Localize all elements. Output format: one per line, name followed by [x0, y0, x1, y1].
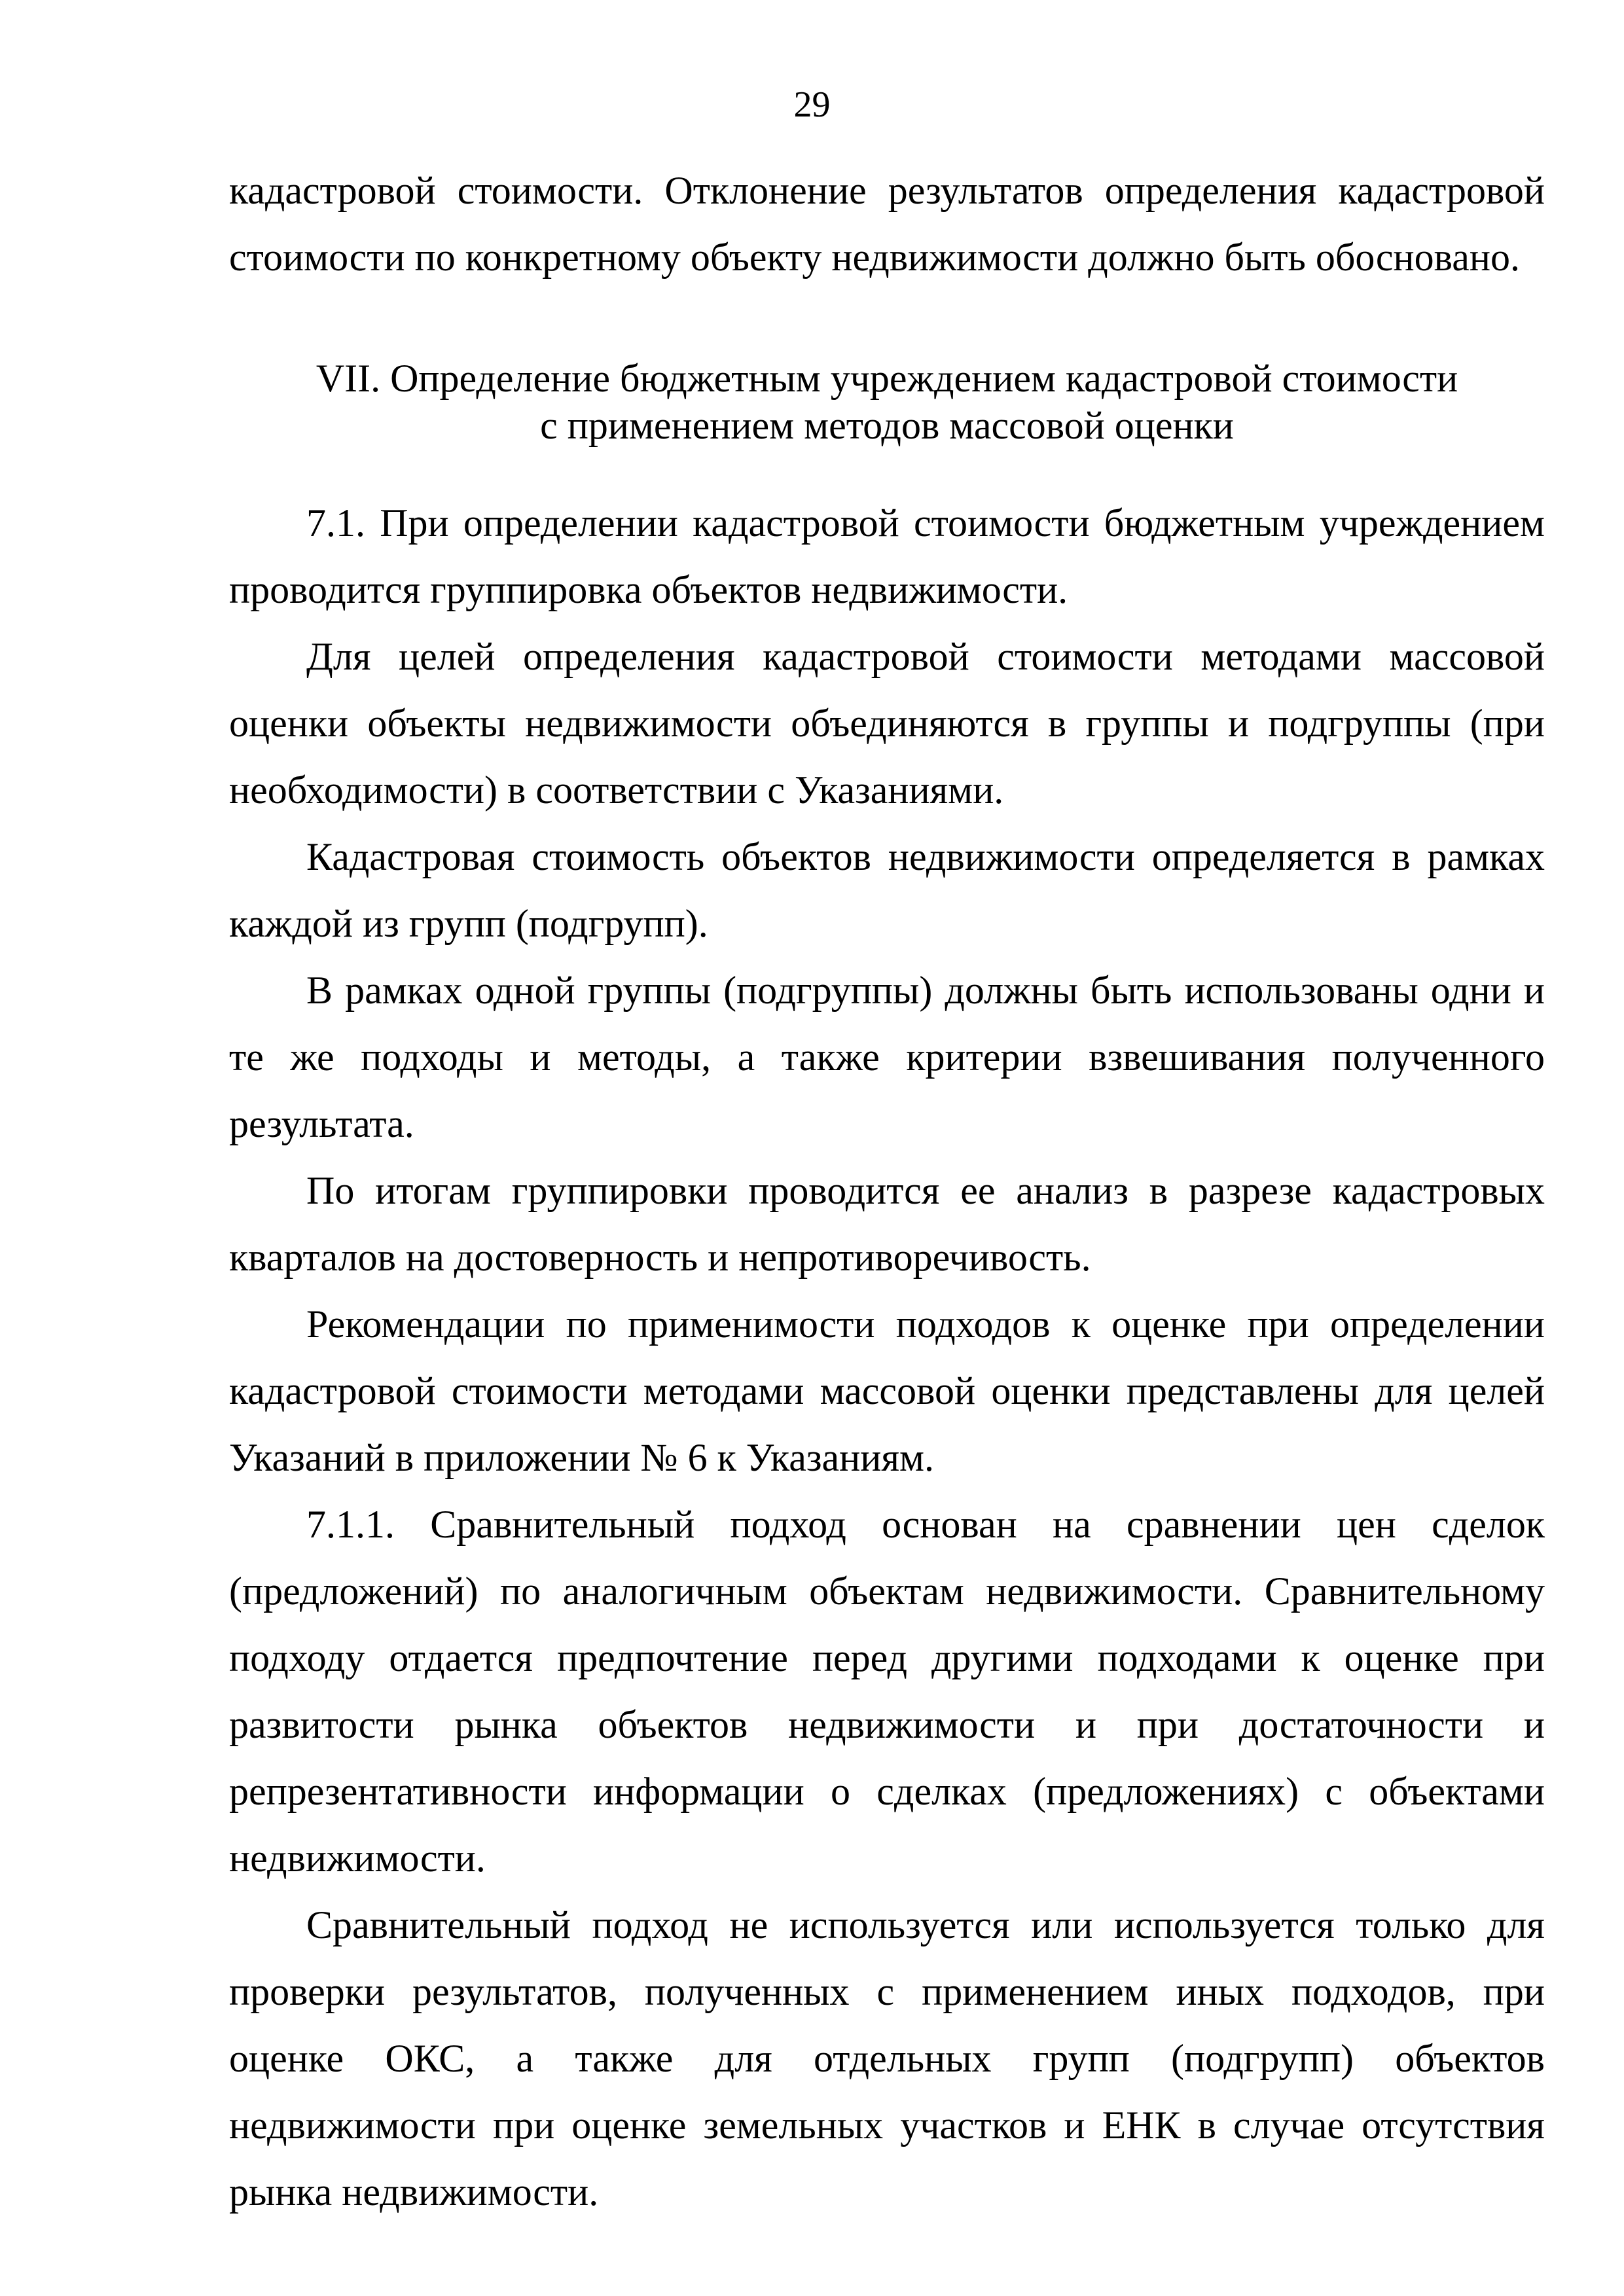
section-heading-line-1: VII. Определение бюджетным учреждением кадастровой стоимости: [316, 357, 1458, 400]
paragraph-grouping-purpose: Для целей определения кадастровой стоимости методами массовой оценки объекты недвижимости объединяются в группы и подгруппы (при необходимости) в соответствии с Указаниями.: [229, 635, 1545, 812]
page-number: 29: [793, 84, 831, 125]
section-heading: [229, 355, 1545, 449]
paragraph-7-1: 7.1. При определении кадастровой стоимости бюджетным учреждением проводится группировка объектов недвижимости.: [229, 501, 1545, 611]
paragraph-comparative-not-used: Сравнительный подход не используется или используется только для проверки результатов, полученных с применением иных подходов, при оценке ОКС, а также для отдельных групп (подгрупп) объектов недвижимости при оценке земельных участков и ЕНК в случае отсутствия рынка недвижимости.: [229, 1903, 1545, 2214]
paragraph-grouping-analysis: По итогам группировки проводится ее анализ в разрезе кадастровых кварталов на достоверность и непротиворечивость.: [229, 1169, 1545, 1279]
paragraph-same-approaches: В рамках одной группы (подгруппы) должны быть использованы одни и те же подходы и методы, а также критерии взвешивания полученного результата.: [229, 969, 1545, 1145]
page-body: [229, 157, 1545, 2225]
lead-paragraph: кадастровой стоимости. Отклонение результатов определения кадастровой стоимости по конкретному объекту недвижимости должно быть обосновано.: [229, 169, 1545, 279]
section-heading-line-2: с применением методов массовой оценки: [540, 404, 1234, 447]
paragraph-group-valuation: Кадастровая стоимость объектов недвижимости определяется в рамках каждой из групп (подгрупп).: [229, 835, 1545, 945]
paragraph-7-1-1: 7.1.1. Сравнительный подход основан на сравнении цен сделок (предложений) по аналогичным объектам недвижимости. Сравнительному подходу отдается предпочтение перед другими подходами к оценке при развитости рынка объектов недвижимости и при достаточности и репрезентативности информации о сделках (предложениях) с объектами недвижимости.: [229, 1503, 1545, 1880]
paragraph-recommendations: Рекомендации по применимости подходов к оценке при определении кадастровой стоимости методами массовой оценки представлены для целей Указаний в приложении № 6 к Указаниям.: [229, 1302, 1545, 1479]
